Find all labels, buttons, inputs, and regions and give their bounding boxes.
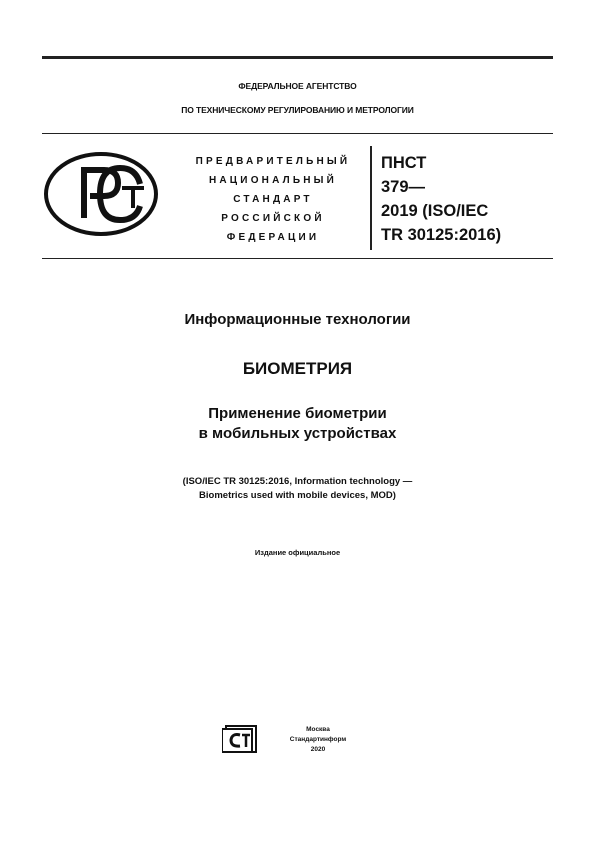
publisher-name: Стандартинформ (289, 736, 347, 743)
standard-type (178, 152, 368, 247)
publisher-block (268, 725, 368, 755)
emblem-top-rule (42, 133, 553, 134)
designation-line-1: ПНСТ (381, 154, 427, 172)
designation-line-2: 379— (381, 178, 426, 196)
reference-line-1: (ISO/IEC TR 30125:2016, Information technology — (182, 476, 413, 487)
title-field: Информационные технологии (184, 311, 411, 328)
designation-line-4: TR 30125:2016) (381, 226, 502, 244)
gost-r-emblem-icon (42, 150, 162, 240)
title-sub-line-1: Применение биометрии (208, 405, 387, 422)
agency-line-2: ПО ТЕХНИЧЕСКОМУ РЕГУЛИРОВАНИЮ И МЕТРОЛОГИИ (181, 105, 414, 115)
title-sub-line-2: в мобильных устройствах (198, 425, 397, 442)
reference-line-2: Biometrics used with mobile devices, MOD) (199, 490, 396, 501)
standard-type-line-4: РОССИЙСКОЙ (221, 213, 325, 224)
edition-label: Издание официальное (254, 548, 341, 557)
standartinform-logo-icon (222, 725, 258, 753)
designation-line-3: 2019 (ISO/IEC (381, 202, 489, 220)
standard-type-line-3: СТАНДАРТ (233, 194, 313, 205)
agency-line-1: ФЕДЕРАЛЬНОЕ АГЕНТСТВО (238, 81, 357, 91)
top-rule (42, 56, 553, 59)
standard-designation (381, 151, 551, 247)
designation-divider (370, 146, 372, 250)
standard-type-line-1: ПРЕДВАРИТЕЛЬНЫЙ (195, 156, 351, 167)
title-main: БИОМЕТРИЯ (242, 359, 353, 378)
standard-type-line-5: ФЕДЕРАЦИИ (226, 232, 320, 243)
emblem-bottom-rule (42, 258, 553, 259)
publisher-year: 2020 (310, 746, 326, 753)
publisher-city: Москва (306, 726, 330, 733)
standard-type-line-2: НАЦИОНАЛЬНЫЙ (208, 175, 338, 186)
